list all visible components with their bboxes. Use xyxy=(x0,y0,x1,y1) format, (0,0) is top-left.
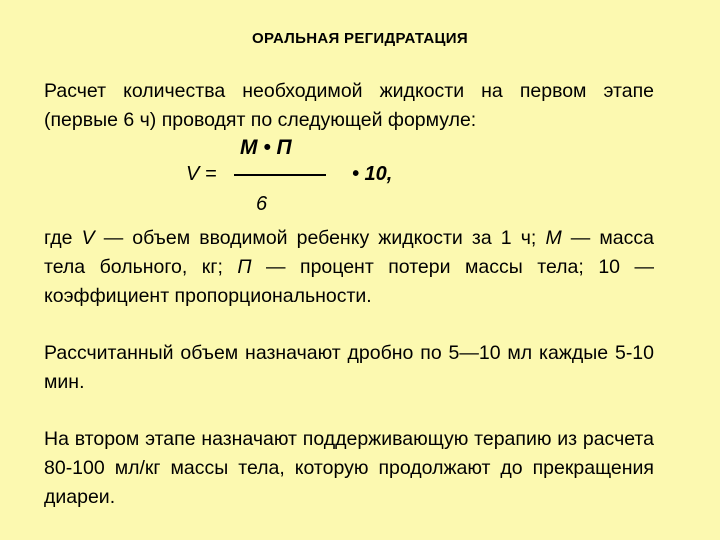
intro-paragraph: Расчет количества необходимой жидкости на первом этапе (первые 6 ч) проводят по следующей формуле: xyxy=(44,80,654,131)
formula-multiplier: • 10, xyxy=(352,163,393,185)
definitions-text: — процент потери массы тела; 10 — коэффициент пропорциональности. xyxy=(44,256,654,307)
slide-title: ОРАЛЬНАЯ РЕГИДРАТАЦИЯ xyxy=(252,30,468,47)
second-stage-paragraph: На втором этапе назначают поддерживающую терапию из расчета 80-100 мл/кг массы тела, которую продолжают до прекращения диареи. xyxy=(44,428,654,508)
variable-p: П xyxy=(237,256,252,278)
formula-lhs: V = xyxy=(186,163,217,185)
dosing-paragraph: Рассчитанный объем назначают дробно по 5—10 мл каждые 5-10 мин. xyxy=(44,342,654,393)
definitions-text: — объем вводимой ребенку жидкости за 1 ч; xyxy=(94,227,546,249)
definitions-text: — масса тела больного, кг; xyxy=(44,227,654,278)
formula-denominator: 6 xyxy=(256,193,268,215)
definitions-paragraph xyxy=(44,224,654,311)
variable-v: V xyxy=(81,227,95,249)
formula-fraction-bar xyxy=(234,174,326,176)
definitions-text: где xyxy=(44,227,82,249)
formula-numerator: М • П xyxy=(240,136,292,159)
variable-m: М xyxy=(545,227,562,249)
